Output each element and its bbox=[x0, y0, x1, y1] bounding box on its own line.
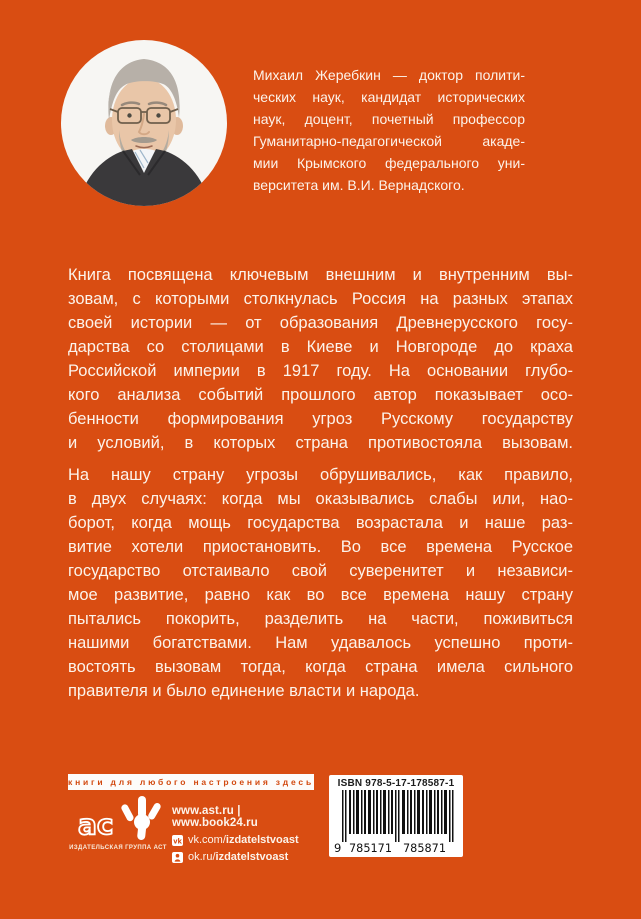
text-line: дарства со столицами в Киеве и Новгороде до краха bbox=[68, 338, 573, 356]
text-line: Российской империи в 1917 году. На основании глубо- bbox=[68, 362, 573, 380]
odnoklassniki-icon bbox=[172, 852, 183, 863]
ok-link-text: ok.ru/izdatelstvoast bbox=[188, 851, 289, 863]
text-line: кого анализа событий прошлого автор показывает осо- bbox=[68, 386, 573, 404]
vk-icon bbox=[172, 835, 183, 846]
text-line: пытались покорить, разделить на части, поживиться bbox=[68, 610, 573, 628]
isbn-barcode bbox=[329, 775, 463, 857]
text-line: Михаил Жеребкин — доктор полити- bbox=[253, 67, 525, 83]
text-line: витие хотели приостановить. Во все времена Русское bbox=[68, 538, 573, 556]
text-line: зовам, с которыми столкнулась Россия на разных этапах bbox=[68, 290, 573, 308]
text-line: государство отстаивало свой суверенитет и независи- bbox=[68, 562, 573, 580]
text-line: мии Крымского федерального уни- bbox=[253, 155, 525, 171]
annotation-paragraph-2 bbox=[68, 463, 573, 703]
text-line: Книга посвящена ключевым внешним и внутренним вы- bbox=[68, 266, 573, 284]
text-line: и условий, в которых страна противостояла вызовам. bbox=[68, 434, 573, 452]
text-line: бенности формирования угроз Русскому государству bbox=[68, 410, 573, 428]
text-line: нашими богатствами. Нам удавалось успешно проти- bbox=[68, 634, 573, 652]
text-line: ческих наук, кандидат исторических bbox=[253, 89, 525, 105]
text-line: наук, доцент, почетный профессор bbox=[253, 111, 525, 127]
ast-logo-letters: ас bbox=[78, 808, 114, 841]
annotation-paragraph-1 bbox=[68, 263, 573, 455]
publisher-group-label: ИЗДАТЕЛЬСКАЯ ГРУППА АСТ bbox=[69, 845, 167, 851]
ean13-barcode-graphic bbox=[334, 790, 458, 854]
author-portrait-illustration bbox=[61, 40, 227, 206]
author-photo bbox=[61, 40, 227, 206]
vk-link-text: vk.com/izdatelstvoast bbox=[188, 834, 299, 846]
svg-text:vk: vk bbox=[173, 836, 182, 845]
vk-link-row bbox=[172, 834, 322, 846]
publisher-websites: www.ast.ru | www.book24.ru bbox=[172, 805, 258, 829]
ok-link-row bbox=[172, 851, 322, 863]
publisher-slogan-banner: книги для любого настроения здесь bbox=[68, 774, 314, 790]
text-line: востоять вызовам тогда, когда страна имела сильного bbox=[68, 658, 573, 676]
text-line: Гуманитарно-педагогической акаде- bbox=[253, 133, 525, 149]
text-line: мое развитие, равно как во все времена нашу страну bbox=[68, 586, 573, 604]
text-line: верситета им. В.И. Вернадского. bbox=[253, 177, 465, 193]
text-line: борот, когда мощь государства возрастала и наше раз- bbox=[68, 514, 573, 532]
svg-text:785171: 785171 bbox=[349, 841, 392, 854]
isbn-number: ISBN 978-5-17-178587-1 bbox=[337, 778, 455, 789]
text-line: На нашу страну угрозы обрушивались, как правило, bbox=[68, 466, 573, 484]
svg-text:785871: 785871 bbox=[403, 841, 446, 854]
text-line: в двух случаях: когда мы оказывались слабы или, нао- bbox=[68, 490, 573, 508]
hand-letter-t-icon bbox=[120, 796, 162, 840]
text-line: правителя и было единение власти и народа. bbox=[68, 682, 420, 700]
text-line: своей истории — от образования Древнерусского госу- bbox=[68, 314, 573, 332]
svg-text:9: 9 bbox=[334, 841, 342, 854]
publisher-links bbox=[172, 805, 322, 863]
author-bio bbox=[253, 64, 525, 196]
ast-publisher-logo bbox=[72, 794, 172, 844]
